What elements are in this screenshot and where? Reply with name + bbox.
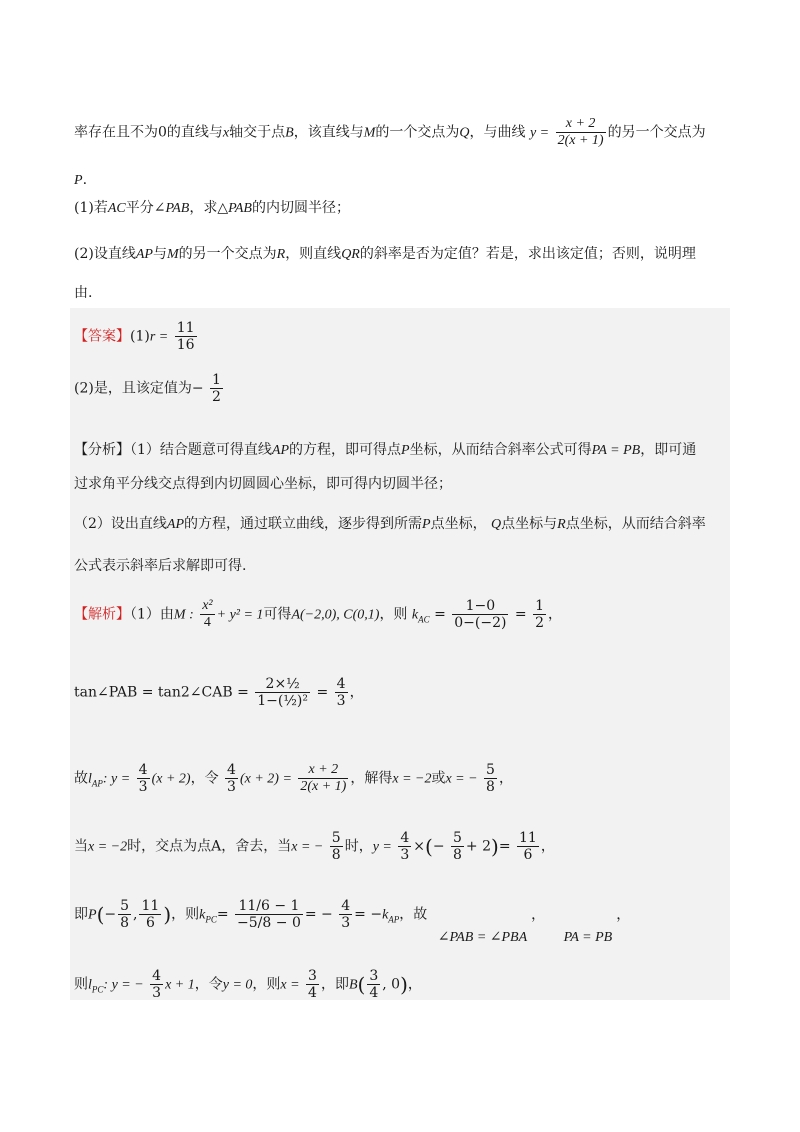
numerator: 4	[341, 898, 351, 914]
fraction	[139, 898, 161, 931]
denominator: 3	[152, 985, 162, 1001]
math: k	[382, 907, 389, 923]
numerator: 5	[453, 830, 462, 846]
math: l	[88, 977, 92, 993]
solution-line-1	[74, 598, 562, 631]
numerator: x + 2	[556, 116, 606, 133]
math: =	[216, 906, 229, 923]
analysis-line-3	[74, 514, 706, 535]
numerator: 3	[308, 968, 317, 984]
math: x = −	[291, 839, 324, 855]
solution-line-3	[74, 762, 513, 795]
text: 即	[74, 906, 88, 923]
subscript: AP	[91, 778, 103, 789]
question-1	[74, 198, 350, 219]
text: （1）由	[130, 606, 174, 623]
fraction	[339, 898, 352, 931]
text: 可得	[263, 606, 292, 623]
math: x + 1	[165, 977, 195, 993]
math: r =	[149, 329, 169, 345]
denominator: 4	[369, 985, 379, 1001]
text: ，令	[190, 770, 219, 787]
math: PA = PB	[591, 443, 641, 458]
numerator: 1	[535, 598, 545, 614]
math: M :	[173, 607, 194, 623]
fraction	[298, 762, 348, 795]
math: Q	[491, 517, 502, 532]
text: ，与曲线	[469, 124, 526, 141]
fraction	[367, 968, 380, 1001]
text: (1)若	[74, 200, 108, 216]
numerator: 4	[138, 762, 148, 778]
fraction	[255, 676, 310, 709]
text: 的内切圆半径；	[251, 200, 350, 216]
math: P	[401, 443, 410, 458]
fraction	[484, 762, 497, 795]
math: = −	[304, 906, 333, 923]
solution-line-6: 则$l_{PC}$: y = − $\frac{4}{3}$ x + 1，令y = 0，则x = $\frac{3}{4}$ ，即B( $\frac{3}{4}$ , 0)，	[74, 968, 422, 1001]
fraction	[330, 830, 343, 863]
math: P	[74, 173, 83, 188]
subscript: AP	[388, 914, 400, 925]
numerator: 3	[369, 968, 379, 984]
text: 的直线与	[166, 124, 223, 141]
math: M	[363, 125, 376, 141]
math: P	[422, 517, 431, 532]
text: 的斜率是否为定值？若是，求出该定值；否则，说明理	[359, 246, 696, 262]
denominator: 2(x + 1)	[557, 133, 604, 148]
math: AP	[271, 443, 290, 458]
fraction	[398, 830, 411, 863]
numerator: 2×½	[255, 676, 310, 693]
solution-background	[70, 308, 730, 1000]
solution-line-2	[74, 676, 364, 709]
denominator: −5/8 − 0	[237, 915, 301, 931]
math: x = −	[445, 771, 478, 787]
denominator: 3	[138, 779, 148, 795]
math: =	[514, 606, 527, 623]
math: l	[88, 771, 92, 787]
denominator: 3	[400, 847, 410, 863]
numerator: 4	[152, 968, 162, 984]
fraction	[200, 598, 214, 631]
math: (x + 2)	[151, 771, 191, 787]
text: ，求	[189, 200, 218, 216]
denominator: 3	[341, 915, 351, 931]
fraction	[137, 762, 150, 795]
math: P	[88, 907, 97, 923]
fraction	[517, 830, 539, 863]
text: (1)	[130, 328, 150, 345]
numerator: 4	[227, 762, 236, 778]
text: 时，交点为点	[127, 838, 212, 855]
math: ∠PAB	[153, 201, 190, 216]
numerator: 5	[331, 830, 341, 846]
math: A	[211, 838, 222, 855]
subscript: PC	[91, 984, 104, 995]
numerator: 11/6 − 1	[235, 898, 303, 915]
numerator: 4	[336, 676, 346, 692]
math: =	[498, 838, 511, 855]
fraction	[452, 598, 508, 631]
denominator: 6	[523, 847, 533, 863]
text: （1）结合题意可得直线	[130, 442, 272, 458]
denominator: 1−(½)²	[257, 693, 309, 709]
fraction	[118, 898, 131, 931]
text: 与	[152, 246, 167, 262]
denominator: 8	[331, 847, 341, 863]
math: R	[557, 517, 566, 532]
denominator: 0−(−2)	[454, 615, 507, 631]
math: + y² = 1	[216, 607, 264, 623]
analysis-line-4	[74, 556, 246, 576]
math: AP	[135, 247, 153, 262]
text: ，	[407, 976, 422, 993]
text: 时，	[344, 838, 373, 855]
answer-line-1	[74, 320, 199, 353]
denominator: 3	[227, 779, 236, 795]
denominator: 8	[486, 779, 495, 795]
math: R	[276, 247, 286, 262]
subscript: AC	[418, 614, 430, 625]
text: 过求角平分线交点得到内切圆圆心坐标，即可得内切圆半径；	[74, 476, 452, 492]
numerator: x + 2	[298, 762, 348, 779]
denominator: 16	[176, 337, 195, 353]
math: y =	[372, 839, 392, 855]
analysis-label: 【分析】	[74, 442, 130, 458]
math: B	[285, 125, 294, 141]
fraction	[533, 598, 546, 631]
denominator: 2	[535, 615, 545, 631]
math: , 0	[382, 976, 401, 993]
text: 的另一个交点为	[178, 246, 277, 262]
curve-fraction	[556, 116, 606, 149]
math: + 2	[465, 838, 492, 855]
answer-label: 【答案】	[74, 328, 130, 345]
text: 故	[74, 770, 88, 787]
math: =	[316, 684, 329, 701]
fraction	[235, 898, 303, 931]
text: 平分	[125, 200, 154, 216]
answer-fraction	[210, 372, 223, 405]
text: 的另一个交点为	[607, 124, 706, 141]
text: (2)设直线	[74, 246, 136, 262]
text: ，	[548, 606, 563, 623]
text: ，则	[171, 906, 200, 923]
math: = −	[354, 906, 383, 923]
text: ，则直线	[285, 246, 342, 262]
numerator: 5	[486, 762, 495, 778]
fraction	[150, 968, 163, 1001]
text: ，则	[252, 976, 281, 993]
solution-label: 【解析】	[74, 606, 130, 623]
math: =	[434, 606, 446, 623]
numerator: 1−0	[452, 598, 508, 615]
math: x	[222, 125, 230, 141]
math: : y = −	[103, 977, 144, 993]
fraction	[306, 968, 319, 1001]
text: 公式表示斜率后求解即可得.	[74, 558, 247, 574]
denominator: 8	[453, 847, 462, 863]
text: 则	[74, 976, 88, 993]
answer-line-2	[74, 372, 225, 405]
numerator: 11	[176, 320, 195, 336]
text: .	[82, 172, 88, 188]
numerator: 5	[120, 898, 130, 914]
denominator: 4	[203, 615, 211, 630]
denominator: 4	[308, 985, 317, 1001]
text: 由.	[74, 285, 93, 301]
math: ∠PAB = ∠PBA	[437, 929, 528, 945]
fraction	[335, 676, 348, 709]
solution-line-4: 当x = −2时，交点为点A，舍去，当x = − $\frac{5}{8}$ 时，y = $\frac{4}{3}$ ×(− $\frac{5}{8}$ + 2)= $\frac{11}{6}$ ，	[74, 830, 555, 863]
numerator: 11	[519, 830, 537, 846]
text: ，	[540, 838, 555, 855]
text: 点坐标与	[501, 516, 558, 532]
math: k	[411, 607, 419, 623]
text: 的一个交点为	[375, 124, 460, 141]
subscript: PC	[205, 914, 217, 925]
numerator: 4	[400, 830, 410, 846]
math: Q	[459, 125, 470, 141]
text: 点坐标，从而结合斜率	[565, 516, 706, 532]
curve-lhs: y =	[529, 125, 550, 141]
text: ，令	[194, 976, 223, 993]
text: ，故	[399, 906, 428, 923]
question-2	[74, 244, 696, 265]
analysis-line-1	[74, 440, 696, 461]
text: (2)是，且该定值为	[74, 380, 192, 397]
text: 当	[74, 838, 88, 855]
solution-line-5: 即P(− $\frac{5}{8}$ , $\frac{11}{6}$ )，则$k_{PC}=$ $\frac{11/6 - 1}{-5/8 - 0}$ = − $\frac{4}{3}$ = $-k_{AP}$，故 ∠PAB = ∠PBA， PA = PB，	[74, 898, 631, 945]
text: （2）设出直线	[74, 516, 167, 532]
math: (x + 2) =	[239, 771, 292, 787]
math: −	[191, 380, 204, 397]
denominator: 2	[212, 389, 221, 405]
text: 轴交于点	[229, 124, 286, 141]
math: AC	[107, 201, 126, 216]
numerator: x²	[202, 598, 213, 613]
question-2-end	[74, 283, 92, 303]
text: 的方程，即可得点	[289, 442, 402, 458]
math: AP	[166, 517, 185, 532]
text: ，舍去，当	[221, 838, 292, 855]
denominator: 6	[145, 915, 155, 931]
denominator: 8	[120, 915, 130, 931]
text: 或	[431, 770, 446, 787]
math: x = −2	[88, 839, 128, 855]
math: x =	[280, 977, 300, 993]
text: 点坐标，	[430, 516, 487, 532]
problem-line-1	[74, 116, 706, 149]
math: k	[199, 907, 206, 923]
denominator: 3	[336, 693, 346, 709]
text: ，	[349, 684, 364, 701]
text: 率存在且不为	[74, 124, 158, 141]
fraction	[451, 830, 464, 863]
math: tan∠PAB = tan2∠CAB =	[74, 684, 249, 701]
fraction	[225, 762, 238, 795]
text: ，即	[320, 976, 349, 993]
math: 0	[158, 124, 167, 141]
math: : y =	[102, 771, 131, 787]
math: △PAB	[217, 201, 252, 216]
text: ，即可通	[640, 442, 697, 458]
math: M	[166, 247, 179, 262]
analysis-line-2	[74, 474, 452, 494]
numerator: 1	[212, 372, 221, 388]
text: ，则	[379, 606, 408, 623]
math: y = 0	[222, 977, 253, 993]
text: ，	[498, 770, 513, 787]
text: 坐标，从而结合斜率公式可得	[409, 442, 592, 458]
math: B	[348, 977, 358, 993]
math: x = −2	[392, 771, 432, 787]
problem-line-2	[74, 170, 87, 191]
numerator: 11	[141, 898, 160, 914]
denominator: 2(x + 1)	[300, 779, 347, 794]
text: ，解得	[350, 770, 393, 787]
math: ×	[413, 838, 425, 855]
text: ，该直线与	[293, 124, 364, 141]
math: PA = PB	[563, 929, 613, 945]
math: −	[432, 838, 445, 855]
math: A(−2,0), C(0,1)	[291, 607, 380, 623]
math: QR	[341, 247, 360, 262]
text: 的方程，通过联立曲线，逐步得到所需	[184, 516, 423, 532]
answer-fraction	[175, 320, 197, 353]
